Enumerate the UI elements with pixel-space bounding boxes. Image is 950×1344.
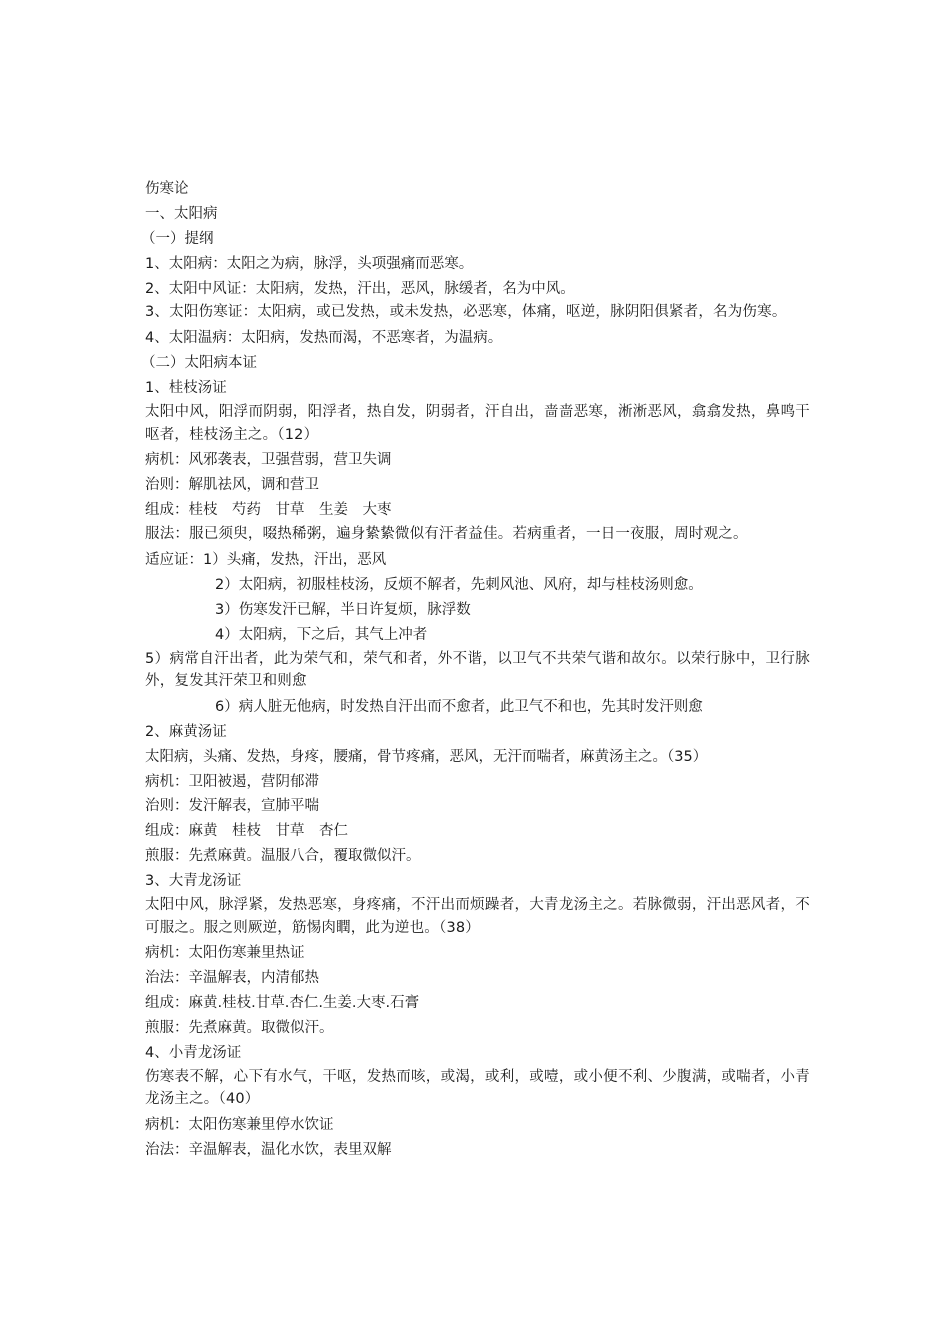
treatment-principle: 治则：发汗解表，宣肺平喘 bbox=[145, 798, 319, 815]
indication-item: 5）病常自汗出者，此为荣气和，荣气和者，外不谐，以卫气不共荣气谐和故尔。以荣行脉中，卫行脉外，复发其汗荣卫和则愈 bbox=[145, 650, 810, 690]
composition: 组成：麻黄 桂枝 甘草 杏仁 bbox=[145, 823, 348, 840]
indication-text: 1）头痛，发热，汗出，恶风 bbox=[203, 551, 387, 568]
pathogenesis: 病机：太阳伤寒兼里停水饮证 bbox=[145, 1117, 334, 1134]
indication-item: 6）病人脏无他病，时发热自汗出而不愈者，此卫气不和也，先其时发汗则愈 bbox=[215, 698, 703, 715]
formula-heading: 4、小青龙汤证 bbox=[145, 1045, 242, 1061]
formula-heading: 3、大青龙汤证 bbox=[145, 873, 242, 890]
clause-text: 太阳中风，脉浮紧，发热恶寒，身疼痛，不汗出而烦躁者，大青龙汤主之。若脉微弱，汗出恶风者，不可服之。服之则厥逆，筋惕肉瞤，此为逆也。（38） bbox=[145, 897, 810, 936]
treatment-method: 治法：辛温解表，温化水饮，表里双解 bbox=[145, 1142, 392, 1159]
pathogenesis: 病机：风邪袭表，卫强营弱，营卫失调 bbox=[145, 452, 392, 469]
treatment-principle: 治则：解肌祛风，调和营卫 bbox=[145, 477, 319, 494]
pathogenesis: 病机：太阳伤寒兼里热证 bbox=[145, 945, 305, 962]
subsection-heading: （一）提纲 bbox=[141, 230, 214, 247]
administration: 服法：服已须臾，啜热稀粥，遍身絷絷微似有汗者益佳。若病重者，一日一夜服，周时观之。 bbox=[145, 526, 748, 543]
formula-heading: 1、桂枝汤证 bbox=[145, 380, 227, 397]
tigang-item: 1、太阳病：太阳之为病，脉浮，头项强痛而恶寒。 bbox=[145, 255, 474, 272]
tigang-item: 3、太阳伤寒证：太阳病，或已发热，或未发热，必恶寒，体痛，呕逆，脉阴阳俱紧者，名为伤寒。 bbox=[145, 304, 787, 321]
treatment-method: 治法：辛温解表，内清郁热 bbox=[145, 970, 319, 987]
indication-item: 2）太阳病，初服桂枝汤，反烦不解者，先刺风池、风府，却与桂枝汤则愈。 bbox=[215, 576, 703, 593]
administration: 煎服：先煮麻黄。温服八合，覆取微似汗。 bbox=[145, 848, 421, 865]
subsection-heading: （二）太阳病本证 bbox=[141, 355, 257, 372]
tigang-item: 2、太阳中风证：太阳病，发热，汗出，恶风，脉缓者，名为中风。 bbox=[145, 280, 575, 297]
pathogenesis: 病机：卫阳被遏，营阴郁滞 bbox=[145, 773, 319, 790]
clause-text: 伤寒表不解，心下有水气，干呕，发热而咳，或渴，或利，或噎，或小便不利、少腹满，或喘者，小青龙汤主之。（40） bbox=[145, 1068, 810, 1108]
indication-item bbox=[145, 548, 810, 573]
section-heading: 一、太阳病 bbox=[145, 205, 218, 222]
doc-title: 伤寒论 bbox=[145, 181, 189, 197]
composition: 组成：桂枝 芍药 甘草 生姜 大枣 bbox=[145, 502, 392, 519]
composition: 组成：麻黄.桂枝.甘草.杏仁.生姜.大枣.石膏 bbox=[145, 995, 420, 1012]
administration: 煎服：先煮麻黄。取微似汗。 bbox=[145, 1020, 334, 1037]
indication-item: 3）伤寒发汗已解，半日许复烦，脉浮数 bbox=[215, 601, 471, 618]
clause-text: 太阳病，头痛、发热，身疼，腰痛，骨节疼痛，恶风，无汗而喘者，麻黄汤主之。（35） bbox=[145, 748, 708, 765]
indication-label: 适应证： bbox=[145, 551, 203, 568]
tigang-item: 4、太阳温病：太阳病，发热而渴，不恶寒者，为温病。 bbox=[145, 330, 503, 347]
formula-heading: 2、麻黄汤证 bbox=[145, 723, 227, 740]
indication-item: 4）太阳病，下之后，其气上冲者 bbox=[215, 626, 428, 643]
clause-text: 太阳中风，阳浮而阴弱，阳浮者，热自发，阴弱者，汗自出，啬啬恶寒，淅淅恶风，翕翕发热，鼻鸣干呕者，桂枝汤主之。（12） bbox=[145, 404, 810, 443]
document-page bbox=[141, 177, 810, 1163]
